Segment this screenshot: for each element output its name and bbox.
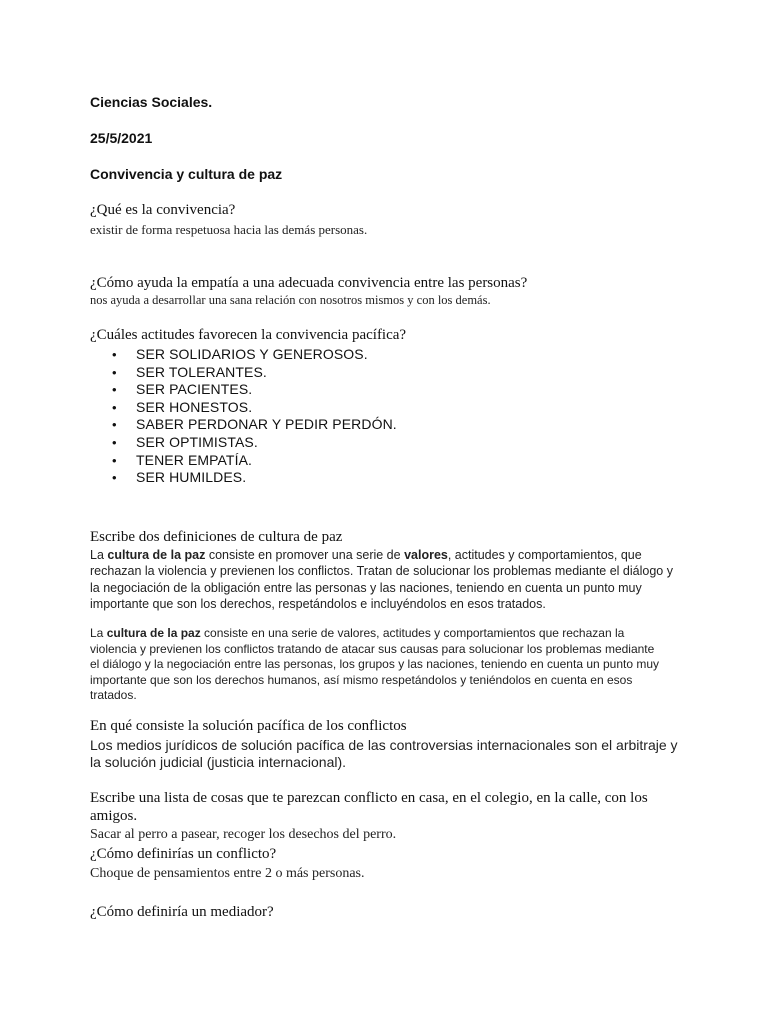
answer-empatia: nos ayuda a desarrollar una sana relación con nosotros mismos y con los demás.: [90, 293, 491, 307]
question-definiciones: Escribe dos definiciones de cultura de paz: [90, 529, 343, 545]
question-empatia: ¿Cómo ayuda la empatía a una adecuada convivencia entre las personas?: [90, 275, 528, 291]
question-mediador: ¿Cómo definiría un mediador?: [90, 904, 274, 920]
list-item: • SER HUMILDES.: [90, 469, 397, 487]
topic-heading: Convivencia y cultura de paz: [90, 166, 283, 182]
definition-1: La cultura de la paz consiste en promover una serie de valores, actitudes y comportamientos, que rechazan la violencia y previenen los conflictos. Tratan de solucionar los problemas mediante el diálogo y la negociación de la obligación entre las personas y las naciones, teniendo en cuenta un punto muy importante que son los derechos, respetándolos e incluyéndolos en esos tratados.: [90, 548, 673, 611]
answer-lista: Sacar al perro a pasear, recoger los desechos del perro.: [90, 827, 397, 842]
question-lista: Escribe una lista de cosas que te parezcan conflicto en casa, en el colegio, en la calle, con los amigos.: [90, 790, 648, 824]
list-item: • SER SOLIDARIOS Y GENEROSOS.: [90, 346, 397, 364]
list-item: • TENER EMPATÍA.: [90, 452, 397, 470]
subject-heading: Ciencias Sociales.: [90, 94, 213, 110]
list-item: • SER OPTIMISTAS.: [90, 434, 397, 452]
bold-term: cultura de la paz: [107, 548, 206, 562]
list-item: • SER HONESTOS.: [90, 399, 397, 417]
question-conflicto: ¿Cómo definirías un conflicto?: [90, 846, 277, 862]
bold-term: cultura de la paz: [106, 626, 201, 640]
list-item: • SABER PERDONAR Y PEDIR PERDÓN.: [90, 416, 397, 434]
question-solucion: En qué consiste la solución pacífica de los conflictos: [90, 718, 407, 734]
bold-term: valores: [404, 548, 448, 562]
question-convivencia: ¿Qué es la convivencia?: [90, 202, 236, 218]
answer-solucion: Los medios jurídicos de solución pacífica de las controversias internacionales son el arbitraje y la solución judicial (justicia internacional).: [90, 737, 678, 770]
question-actitudes: ¿Cuáles actitudes favorecen la convivencia pacífica?: [90, 327, 407, 343]
definition-2: La cultura de la paz consiste en una serie de valores, actitudes y comportamientos que rechazan la violencia y previenen los conflictos tratando de atacar sus causas para solucionar los problemas mediante el diálogo y la negociación entre las personas, los grupos y las naciones, teniendo en cuenta un punto muy importante que son los derechos humanos, así mismo respetándolos y teniéndolos en cuenta en esos tratados.: [90, 626, 660, 703]
date-heading: 25/5/2021: [90, 130, 153, 146]
answer-convivencia: existir de forma respetuosa hacia las demás personas.: [90, 222, 368, 237]
answer-conflicto: Choque de pensamientos entre 2 o más personas.: [90, 866, 365, 881]
list-item: • SER TOLERANTES.: [90, 364, 397, 382]
actitudes-list: [90, 346, 397, 487]
list-item: • SER PACIENTES.: [90, 381, 397, 399]
